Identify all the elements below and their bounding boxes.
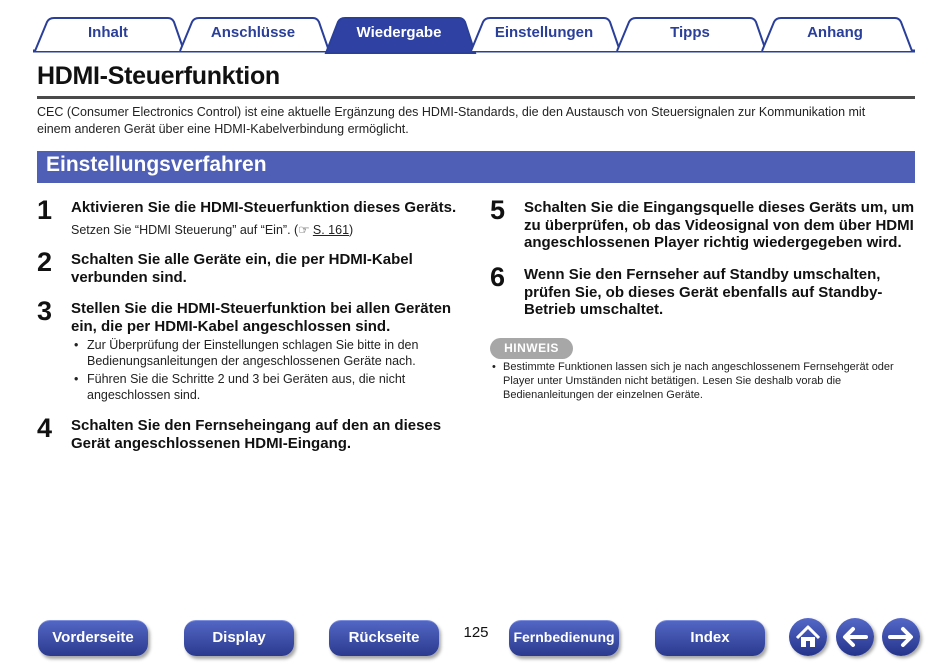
top-tab-bar — [0, 0, 950, 56]
rueckseite-button[interactable]: Rückseite — [329, 620, 439, 656]
step-number: 5 — [490, 195, 506, 225]
step-number: 4 — [37, 413, 53, 443]
step-number: 2 — [37, 247, 53, 277]
step-heading-line: Schalten Sie die Eingangsquelle dieses Geräts um, um — [524, 199, 915, 216]
bullet-line: • Führen Sie die Schritte 2 und 3 bei Geräten aus, die nicht — [87, 372, 406, 386]
note-line: • Bestimmte Funktionen lassen sich je nach angeschlossenem Fernsehgerät oder — [503, 361, 894, 373]
step-heading — [524, 199, 914, 252]
step-heading-line: zu überprüfen, ob das Videosignal von dem über HDMI — [524, 216, 914, 234]
arrow-right-icon — [882, 618, 920, 656]
section-header — [37, 151, 915, 183]
step-heading — [71, 251, 413, 286]
tab-anhang[interactable]: Anhang — [807, 24, 863, 41]
step-detail-text: Setzen Sie “HDMI Steuerung” auf “Ein”. ( — [71, 223, 299, 237]
step-heading-line: Schalten Sie alle Geräte ein, die per HDMI-Kabel — [71, 251, 413, 268]
intro-text — [37, 104, 907, 137]
title-divider — [37, 96, 915, 99]
bullet-line: • Zur Überprüfung der Einstellungen schlagen Sie bitte in den — [87, 338, 419, 352]
step-detail — [71, 222, 353, 238]
bullet-item — [71, 337, 418, 369]
page-title: HDMI-Steuerfunktion — [37, 62, 280, 90]
step-heading-line: Stellen Sie die HDMI-Steuerfunktion bei allen Geräten — [71, 300, 452, 317]
note-line: Bedienanleitungen der einzelnen Geräte. — [503, 389, 703, 401]
step-heading-line: Aktivieren Sie die HDMI-Steuerfunktion dieses Geräts. — [71, 199, 457, 216]
fernbedienung-button[interactable]: Fernbedienung — [509, 620, 619, 656]
note-line: Player unter Umständen nicht betätigen. Lesen Sie deshalb vorab die — [503, 375, 842, 387]
bullet-line: angeschlossen sind. — [87, 388, 201, 402]
step-heading — [524, 266, 882, 319]
home-button[interactable] — [789, 618, 827, 656]
step-4 — [37, 413, 457, 457]
intro-line: CEC (Consumer Electronics Control) ist eine aktuelle Ergänzung des HDMI-Standards, die den Austausch von Steuersignalen zur Kommunikation mit — [37, 105, 866, 119]
step-heading — [71, 417, 441, 452]
page-reference-link[interactable]: S. 161 — [312, 223, 350, 237]
step-detail-close: ) — [349, 223, 354, 237]
home-icon — [789, 618, 827, 656]
tab-tipps[interactable]: Tipps — [670, 24, 710, 41]
step-heading-line: Wenn Sie den Fernseher auf Standby umschalten, — [524, 266, 881, 283]
tab-inhalt[interactable]: Inhalt — [88, 24, 128, 41]
section-title: Einstellungsverfahren — [46, 153, 267, 176]
step-heading-line: Schalten Sie den Fernseheingang auf den an dieses — [71, 417, 442, 434]
index-button[interactable]: Index — [655, 620, 765, 656]
step-heading-line: Betrieb umschaltet. — [524, 301, 664, 318]
previous-page-button[interactable] — [836, 618, 874, 656]
step-number: 6 — [490, 262, 506, 292]
step-number: 1 — [37, 195, 53, 225]
step-number: 3 — [37, 296, 53, 326]
step-6 — [490, 262, 915, 324]
note-text — [490, 360, 910, 402]
step-5 — [490, 195, 915, 257]
arrow-left-icon — [836, 618, 874, 656]
step-heading-line: Gerät angeschlossenen HDMI-Eingang. — [71, 434, 352, 452]
bullet-line: Bedienungsanleitungen der angeschlossenen Geräte nach. — [87, 354, 416, 368]
note-badge: HINWEIS — [490, 338, 573, 359]
page-number: 125 — [463, 624, 489, 641]
page-reference-icon: ☞ — [298, 223, 310, 237]
step-heading-line: prüfen Sie, ob dieses Gerät ebenfalls auf Standby- — [524, 283, 883, 301]
intro-line: einem anderen Gerät über eine HDMI-Kabelverbindung ermöglicht. — [37, 121, 409, 136]
step-3 — [37, 296, 457, 410]
step-heading — [71, 199, 456, 217]
bullet-item — [71, 371, 405, 403]
step-heading-line: ein, die per HDMI-Kabel angeschlossen sind. — [71, 317, 391, 335]
step-1 — [37, 195, 457, 244]
display-button[interactable]: Display — [184, 620, 294, 656]
vorderseite-button[interactable]: Vorderseite — [38, 620, 148, 656]
tab-einstellungen[interactable]: Einstellungen — [494, 24, 594, 41]
step-heading-line: angeschlossenen Player richtig wiedergegeben wird. — [524, 234, 902, 251]
next-page-button[interactable] — [882, 618, 920, 656]
step-2 — [37, 247, 457, 291]
step-heading — [71, 300, 451, 335]
tab-wiedergabe[interactable]: Wiedergabe — [356, 24, 442, 41]
tab-anschluesse[interactable]: Anschlüsse — [210, 24, 296, 41]
step-heading-line: verbunden sind. — [71, 268, 187, 286]
